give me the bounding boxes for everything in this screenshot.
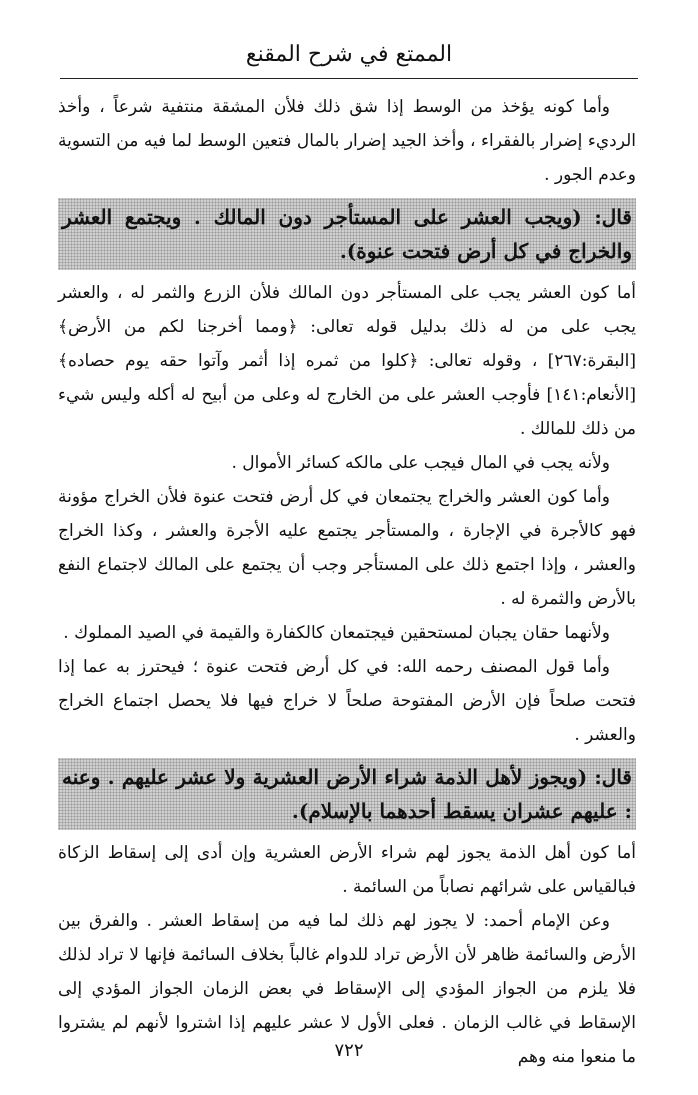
paragraph: وأما قول المصنف رحمه الله: في كل أرض فتحت عنوة ؛ فيحترز به عما إذا فتحت صلحاً فإن الأرض المفتوحة صلحاً لا خراج فيها فلا يحصل اجتماع الخراج والعشر . xyxy=(58,657,636,745)
paragraph: وأما كونه يؤخذ من الوسط إذا شق ذلك فلأن المشقة منتفية شرعاً ، وأخذ الرديء إضرار بالفقراء ، وأخذ الجيد إضرار بالمال فتعين الوسط لما فيه من التسوية وعدم الجور . xyxy=(58,97,636,185)
paragraph: أما كون العشر يجب على المستأجر دون المالك فلأن الزرع والثمر له ، والعشر يجب على من له ذلك بدليل قوله تعالى: ﴿ومما أخرجنا لكم من الأرض﴾[البقرة:٢٦٧] ، وقوله تعالى: ﴿كلوا من ثمره إذا أثمر وآتوا حقه يوم حصاده﴾[الأنعام:١٤١] فأوجب العشر على من الخارج له وعلى من أبيح له أكله وليس شيء من ذلك للمالك . xyxy=(58,283,636,439)
paragraph: وأما كون العشر والخراج يجتمعان في كل أرض فتحت عنوة فلأن الخراج مؤونة فهو كالأجرة في الإجارة ، والمستأجر يجتمع عليه الأجرة والعشر ، وكذا الخراج والعشر ، وإذا اجتمع ذلك على المستأجر وجب أن يجتمع على المالك لاجتماع النفع بالأرض والثمرة له . xyxy=(58,487,636,609)
paragraph: ولأنه يجب في المال فيجب على مالكه كسائر الأموال . xyxy=(231,453,610,473)
running-header: الممتع في شرح المقنع xyxy=(245,42,453,67)
paragraph: وعن الإمام أحمد: لا يجوز لهم ذلك لما فيه من إسقاط العشر . والفرق بين الأرض والسائمة ظاهر لأن الأرض تراد للدوام غالباً بخلاف السائمة فإنها لا تراد لذلك فلا يلزم من الجواز المؤدي إلى الإسقاط في بعض الزمان الجواز المؤدي إلى الإسقاط في غالب الزمان . فعلى الأول لا عشر عليهم إذا اشتروا لأنهم لم يشتروا ما منعوا منه وهم xyxy=(58,911,636,1067)
paragraph: أما كون أهل الذمة يجوز لهم شراء الأرض العشرية وإن أدى إلى إسقاط الزكاة فبالقياس على شرائهم نصاباً من السائمة . xyxy=(58,843,636,897)
matn-quote: قال: (ويجوز لأهل الذمة شراء الأرض العشرية ولا عشر عليهم . وعنه : عليهم عشران يسقط أحدهما بالإسلام). xyxy=(58,758,636,830)
paragraph: ولأنهما حقان يجبان لمستحقين فيجتمعان كالكفارة والقيمة في الصيد المملوك . xyxy=(63,623,610,643)
page-number: ٧٢٢ xyxy=(334,1040,364,1061)
page-body xyxy=(58,90,636,1074)
matn-quote: قال: (ويجب العشر على المستأجر دون المالك . ويجتمع العشر والخراج في كل أرض فتحت عنوة). xyxy=(58,198,636,270)
header-divider xyxy=(60,78,638,79)
